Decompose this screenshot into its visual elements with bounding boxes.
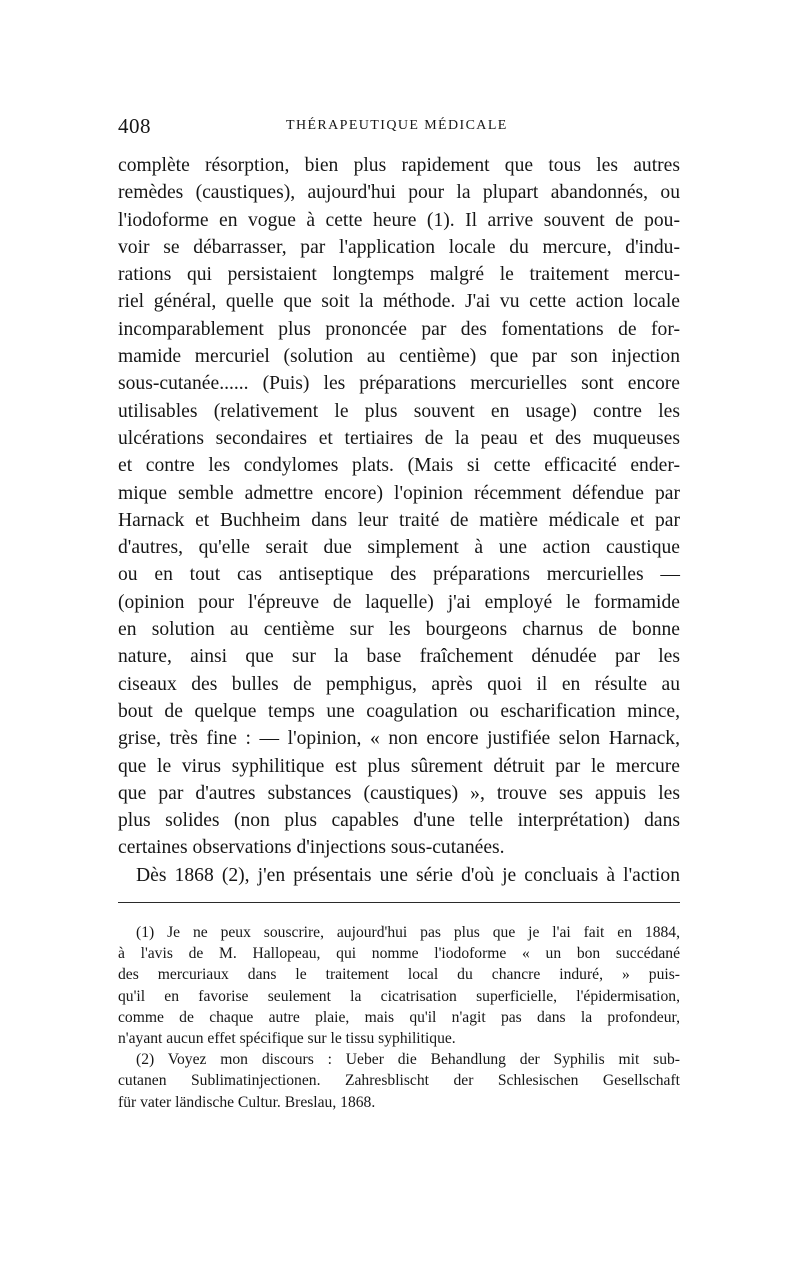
footnote-line: des mercuriaux dans le traitement local du chancre induré, » puis- (118, 966, 680, 984)
footnote-line: für vater ländische Cultur. Breslau, 1868. (118, 1093, 376, 1111)
body-line: remèdes (caustiques), aujourd'hui pour la plupart abandonnés, ou (118, 182, 680, 204)
running-title: THÉRAPEUTIQUE MÉDICALE (286, 118, 508, 133)
footnote-line: cutanen Sublimatinjectionen. Zahresblischt der Schlesischen Gesellschaft (118, 1072, 680, 1090)
footnote-line: (1) Je ne peux souscrire, aujourd'hui pas plus que je l'ai fait en 1884, (136, 924, 680, 942)
body-line: rations qui persistaient longtemps malgré le traitement mercu- (118, 264, 680, 286)
body-line: mique semble admettre encore) l'opinion récemment défendue par (118, 482, 680, 504)
running-header (118, 112, 680, 144)
footnote-line: qu'il en favorise seulement la cicatrisation superficielle, l'épidermisation, (118, 987, 680, 1005)
body-line: et contre les condylomes plats. (Mais si cette efficacité ender- (118, 455, 680, 477)
footnote-line: à l'avis de M. Hallopeau, qui nomme l'iodoforme « un bon succédané (118, 945, 680, 963)
footnotes (118, 922, 680, 1113)
footnote-line: n'ayant aucun effet spécifique sur le tissu syphilitique. (118, 1030, 456, 1048)
body-line: riel général, quelle que soit la méthode. J'ai vu cette action locale (118, 291, 680, 313)
body-text (118, 152, 680, 889)
body-line: Dès 1868 (2), j'en présentais une série d'où je concluais à l'action (136, 864, 680, 886)
body-line: complète résorption, bien plus rapidement que tous les autres (118, 155, 680, 176)
body-line: mamide mercuriel (solution au centième) que par son injection (118, 346, 680, 368)
body-line: que le virus syphilitique est plus sûrement détruit par le mercure (118, 755, 680, 777)
body-line: ulcérations secondaires et tertiaires de la peau et des muqueuses (118, 427, 680, 449)
body-line: sous-cutanée...... (Puis) les préparations mercurielles sont encore (118, 373, 680, 395)
body-line: l'iodoforme en vogue à cette heure (1). Il arrive souvent de pou- (118, 209, 680, 231)
body-line: grise, très fine : — l'opinion, « non encore justifiée selon Harnack, (118, 728, 680, 750)
body-line: en solution au centième sur les bourgeons charnus de bonne (118, 619, 680, 641)
body-line: ciseaux des bulles de pemphigus, après quoi il en résulte au (118, 673, 680, 695)
book-page (118, 112, 680, 1113)
body-line: ou en tout cas antiseptique des préparations mercurielles — (118, 564, 680, 586)
body-line: Harnack et Buchheim dans leur traité de matière médicale et par (118, 509, 680, 531)
page-number: 408 (118, 114, 151, 138)
footnote-line: (2) Voyez mon discours : Ueber die Behandlung der Syphilis mit sub- (136, 1051, 680, 1069)
body-line: d'autres, qu'elle serait due simplement à une action caustique (118, 537, 680, 559)
body-line: voir se débarrasser, par l'application locale du mercure, d'indu- (118, 236, 680, 258)
body-line: nature, ainsi que sur la base fraîchement dénudée par les (118, 646, 680, 668)
body-line: bout de quelque temps une coagulation ou escharification mince, (118, 700, 680, 722)
body-line: que par d'autres substances (caustiques) », trouve ses appuis les (118, 782, 680, 804)
body-line: (opinion pour l'épreuve de laquelle) j'ai employé le formamide (118, 591, 680, 613)
body-line: certaines observations d'injections sous-cutanées. (118, 837, 505, 859)
footnote-separator (118, 902, 680, 903)
body-line: incomparablement plus prononcée par des fomentations de for- (118, 318, 680, 340)
body-line: utilisables (relativement le plus souvent en usage) contre les (118, 400, 680, 422)
body-line: plus solides (non plus capables d'une telle interprétation) dans (118, 810, 680, 832)
footnote-line: comme de chaque autre plaie, mais qu'il n'agit pas dans la profondeur, (118, 1008, 680, 1026)
